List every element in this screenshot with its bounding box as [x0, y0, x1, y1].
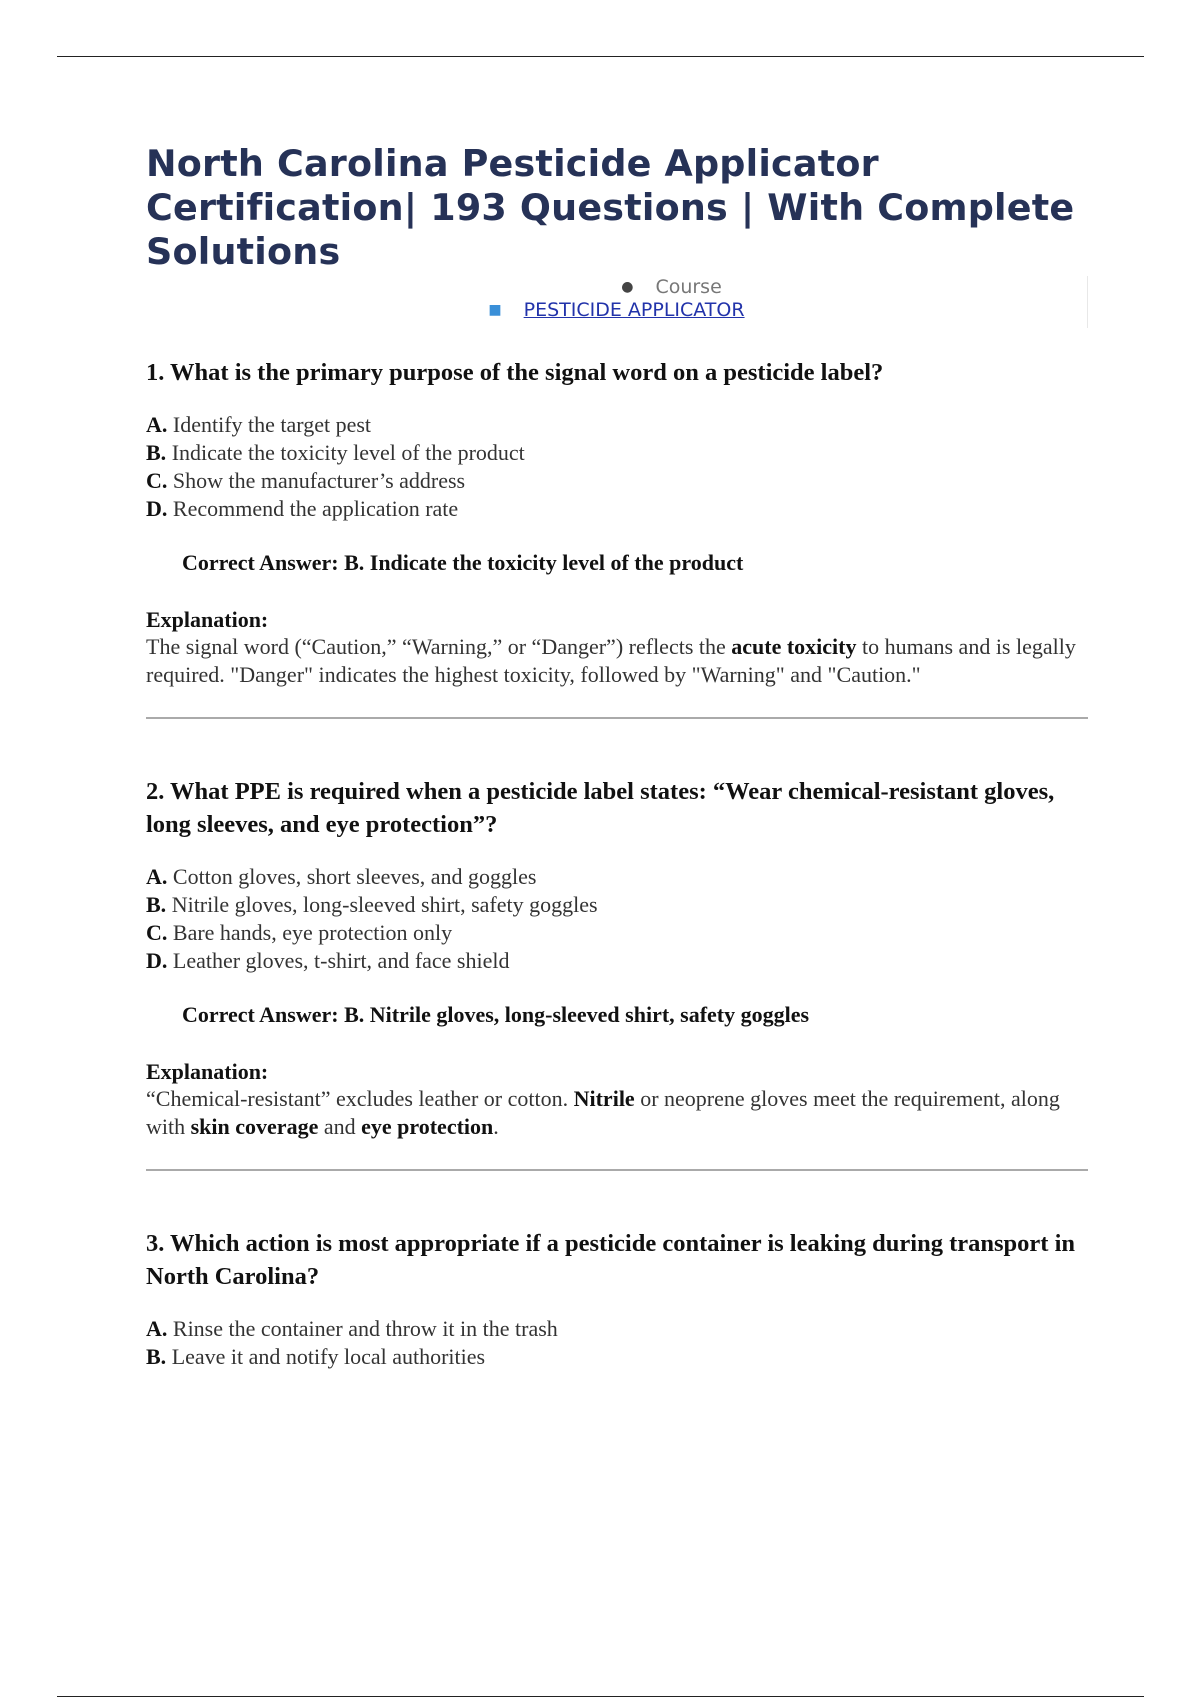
explanation-emphasis: eye protection [361, 1114, 494, 1139]
option-letter: D. [146, 496, 168, 521]
explanation-part: or neoprene gloves meet the requirement, along with [146, 1086, 1060, 1139]
option-text: Show the manufacturer’s address [167, 468, 466, 493]
meta-list [146, 276, 1087, 322]
option-letter: C. [146, 468, 168, 493]
course-label: Course [655, 276, 722, 298]
explanation-part: and [318, 1114, 362, 1139]
option-text: Rinse the container and throw it in the trash [167, 1316, 558, 1341]
question-1 [146, 356, 1088, 719]
document-meta [146, 276, 1088, 328]
question-divider [146, 717, 1088, 719]
bullet-icon: ■ [488, 302, 502, 318]
answer-options [146, 863, 1088, 975]
explanation-heading: Explanation: [146, 1059, 269, 1084]
question-prompt: 2. What PPE is required when a pesticide label states: “Wear chemical-resistant gloves, long sleeves, and eye protection”? [146, 778, 1055, 838]
question-prompt: 3. Which action is most appropriate if a pesticide container is leaking during transport in North Carolina? [146, 1230, 1076, 1290]
correct-answer: Correct Answer: B. Indicate the toxicity level of the product [182, 550, 744, 575]
option-c [146, 467, 1088, 495]
explanation-part: to humans and is legally required. "Danger" indicates the highest toxicity, followed by "Warning" and "Caution." [146, 634, 1076, 687]
explanation-heading: Explanation: [146, 607, 269, 632]
explanation-emphasis: Nitrile [573, 1086, 635, 1111]
page-bottom-rule [57, 1696, 1144, 1697]
explanation-part: “Chemical-resistant” excludes leather or cotton. [146, 1086, 574, 1111]
option-b [146, 439, 1088, 467]
option-text: Bare hands, eye protection only [167, 920, 453, 945]
option-letter: B. [146, 440, 167, 465]
answer-options [146, 411, 1088, 523]
option-a [146, 411, 1088, 439]
explanation-emphasis: skin coverage [190, 1114, 319, 1139]
explanation-part: . [493, 1114, 499, 1139]
option-letter: B. [146, 892, 167, 917]
document-body [146, 142, 1088, 1371]
option-letter: A. [146, 412, 168, 437]
explanation-text [146, 633, 1088, 689]
question-3 [146, 1227, 1088, 1371]
option-text: Nitrile gloves, long-sleeved shirt, safety goggles [166, 892, 598, 917]
category-link[interactable]: PESTICIDE APPLICATOR [523, 299, 745, 321]
option-text: Indicate the toxicity level of the product [166, 440, 525, 465]
option-letter: D. [146, 948, 168, 973]
question-prompt: 1. What is the primary purpose of the signal word on a pesticide label? [146, 359, 884, 386]
page-top-rule [57, 56, 1144, 57]
option-letter: A. [146, 864, 168, 889]
document-title: North Carolina Pesticide Applicator Certification| 193 Questions | With Complete Solutions [146, 142, 1075, 273]
explanation-text [146, 1085, 1088, 1141]
question-2 [146, 775, 1088, 1171]
option-b [146, 891, 1088, 919]
option-c [146, 919, 1088, 947]
option-a [146, 1315, 1088, 1343]
option-d [146, 495, 1088, 523]
option-letter: B. [146, 1344, 167, 1369]
option-text: Cotton gloves, short sleeves, and goggles [167, 864, 537, 889]
option-text: Recommend the application rate [167, 496, 459, 521]
option-text: Leave it and notify local authorities [166, 1344, 486, 1369]
correct-answer: Correct Answer: B. Nitrile gloves, long-sleeved shirt, safety goggles [182, 1002, 810, 1027]
option-text: Identify the target pest [167, 412, 372, 437]
option-d [146, 947, 1088, 975]
option-b [146, 1343, 1088, 1371]
answer-options [146, 1315, 1088, 1371]
bullet-icon: ● [621, 279, 634, 295]
option-a [146, 863, 1088, 891]
question-divider [146, 1169, 1088, 1171]
meta-course [146, 276, 1087, 299]
option-letter: C. [146, 920, 168, 945]
explanation-emphasis: acute toxicity [731, 634, 857, 659]
option-letter: A. [146, 1316, 168, 1341]
explanation-part: The signal word (“Caution,” “Warning,” or “Danger”) reflects the [146, 634, 732, 659]
option-text: Leather gloves, t-shirt, and face shield [167, 948, 510, 973]
meta-category [146, 299, 1087, 322]
